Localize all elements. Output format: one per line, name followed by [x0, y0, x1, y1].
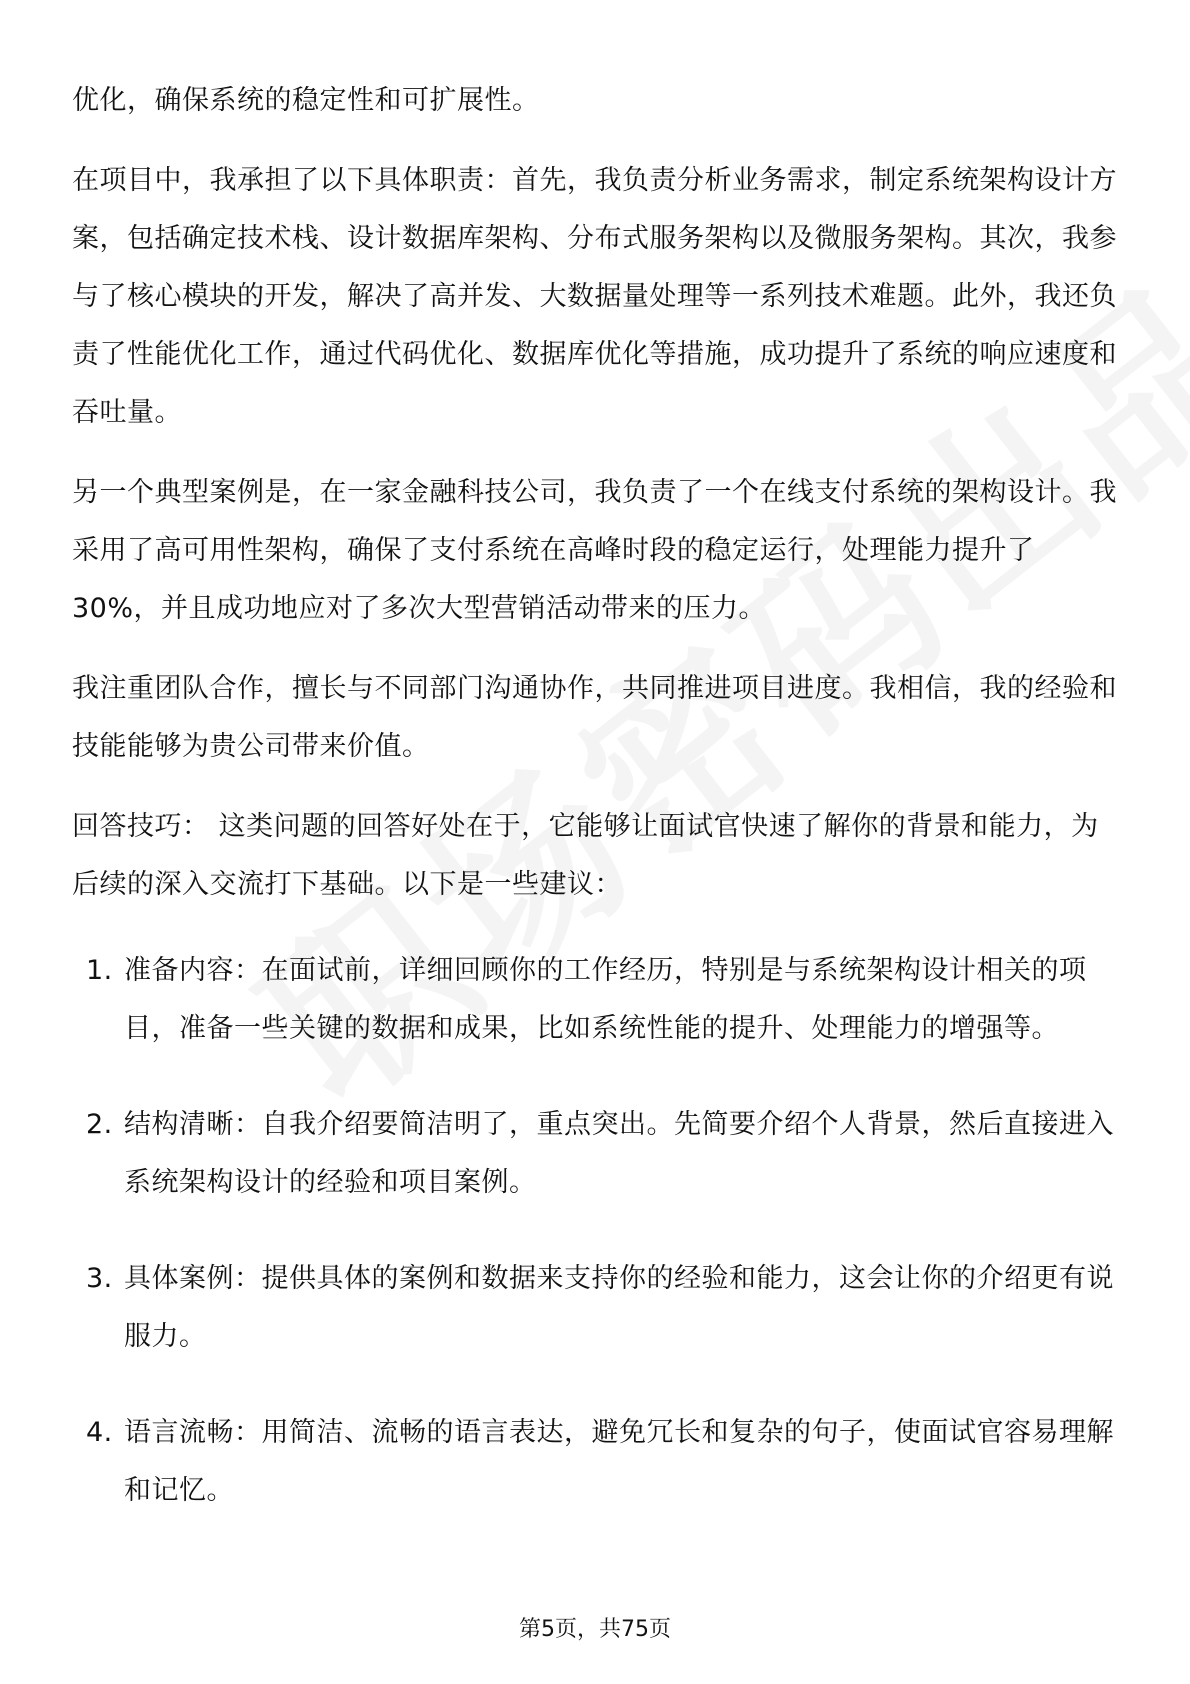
list-number: 1. — [86, 955, 113, 986]
list-item — [72, 942, 1118, 1058]
list-item-text: 具体案例：提供具体的案例和数据来支持你的经验和能力，这会让你的介绍更有说服力。 — [124, 1263, 1114, 1352]
list-number: 4. — [86, 1417, 113, 1448]
list-item-text: 结构清晰：自我介绍要简洁明了，重点突出。先简要介绍个人背景，然后直接进入系统架构设计的经验和项目案例。 — [124, 1109, 1114, 1198]
paragraph-teamwork: 我注重团队合作，擅长与不同部门沟通协作，共同推进项目进度。我相信，我的经验和技能能够为贵公司带来价值。 — [72, 673, 1117, 762]
list-item — [72, 1096, 1118, 1212]
paragraph-fintech-case: 另一个典型案例是，在一家金融科技公司，我负责了一个在线支付系统的架构设计。我采用了高可用性架构，确保了支付系统在高峰时段的稳定运行，处理能力提升了30%，并且成功地应对了多次大型营销活动带来的压力。 — [72, 477, 1117, 624]
list-number: 2. — [86, 1109, 113, 1140]
list-item-text: 语言流畅：用简洁、流畅的语言表达，避免冗长和复杂的句子，使面试官容易理解和记忆。 — [124, 1417, 1114, 1506]
tips-list — [72, 942, 1118, 1520]
paragraph-responsibilities: 在项目中，我承担了以下具体职责：首先，我负责分析业务需求，制定系统架构设计方案，包括确定技术栈、设计数据库架构、分布式服务架构以及微服务架构。其次，我参与了核心模块的开发，解决了高并发、大数据量处理等一系列技术难题。此外，我还负责了性能优化工作，通过代码优化、数据库优化等措施，成功提升了系统的响应速度和吞吐量。 — [72, 165, 1117, 428]
page-number: 第5页，共75页 — [519, 1617, 671, 1642]
paragraph-continuation: 优化，确保系统的稳定性和可扩展性。 — [72, 85, 540, 116]
list-item — [72, 1250, 1118, 1366]
list-item — [72, 1404, 1118, 1520]
list-number: 3. — [86, 1263, 113, 1294]
paragraph-answer-tips: 回答技巧： 这类问题的回答好处在于，它能够让面试官快速了解你的背景和能力，为后续的深入交流打下基础。以下是一些建议： — [72, 811, 1099, 900]
list-item-text: 准备内容：在面试前，详细回顾你的工作经历，特别是与系统架构设计相关的项目，准备一些关键的数据和成果，比如系统性能的提升、处理能力的增强等。 — [124, 955, 1087, 1044]
page-content — [72, 72, 1118, 1558]
